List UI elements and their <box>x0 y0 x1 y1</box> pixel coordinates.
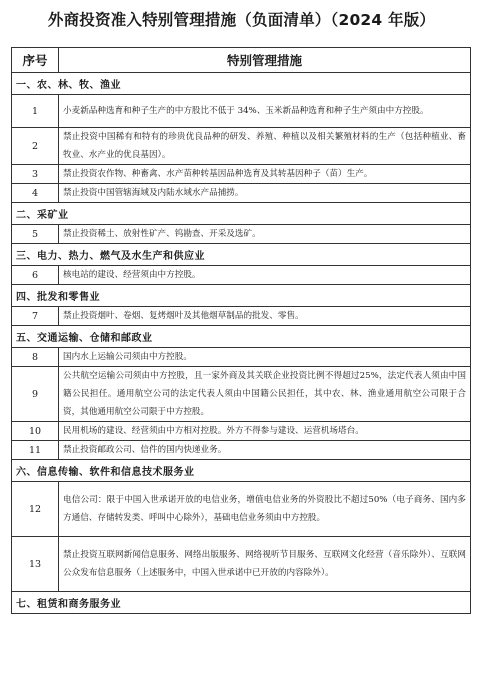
item-number: 9 <box>12 367 59 422</box>
measure-text: 禁止投资邮政公司、信件的国内快递业务。 <box>59 441 471 460</box>
table-row <box>12 165 471 184</box>
table-row <box>12 225 471 244</box>
item-number: 12 <box>12 482 59 537</box>
table-row <box>12 95 471 128</box>
item-number: 5 <box>12 225 59 244</box>
page-title: 外商投资准入特别管理措施（负面清单）（2024 年版） <box>47 11 436 29</box>
measure-text: 民用机场的建设、经营须由中方相对控股。外方不得参与建设、运营机场塔台。 <box>59 422 471 441</box>
measure-text: 小麦新品种选育和种子生产的中方股比不低于 34%、玉米新品种选育和种子生产须由中方控股。 <box>59 95 471 128</box>
table-row <box>12 266 471 285</box>
section-heading: 六、信息传输、软件和信息技术服务业 <box>12 460 471 482</box>
section-row <box>12 73 471 95</box>
section-row <box>12 326 471 348</box>
measure-text: 禁止投资互联网新闻信息服务、网络出版服务、网络视听节目服务、互联网文化经营（音乐除外）、互联网公众发布信息服务（上述服务中，中国入世承诺中已开放的内容除外）。 <box>59 537 471 592</box>
section-heading: 七、租赁和商务服务业 <box>12 592 471 614</box>
section-heading: 三、电力、热力、燃气及水生产和供应业 <box>12 244 471 266</box>
measure-text: 禁止投资稀土、放射性矿产、钨勘查、开采及选矿。 <box>59 225 471 244</box>
table-row <box>12 367 471 422</box>
item-number: 11 <box>12 441 59 460</box>
table-row <box>12 307 471 326</box>
header-serial-number: 序号 <box>12 48 59 73</box>
section-row <box>12 285 471 307</box>
section-heading: 一、农、林、牧、渔业 <box>12 73 471 95</box>
item-number: 4 <box>12 184 59 203</box>
table-header-row <box>12 48 471 73</box>
measure-text: 国内水上运输公司须由中方控股。 <box>59 348 471 367</box>
measure-text: 公共航空运输公司须由中方控股，且一家外商及其关联企业投资比例不得超过25%，法定代表人须由中国籍公民担任。通用航空公司的法定代表人须由中国籍公民担任，其中农、林、渔业通用航空公司限于合资，其他通用航空公司限于中方控股。 <box>59 367 471 422</box>
item-number: 2 <box>12 128 59 165</box>
table-row <box>12 128 471 165</box>
section-heading: 二、采矿业 <box>12 203 471 225</box>
measure-text: 禁止投资中国稀有和特有的珍贵优良品种的研发、养殖、种植以及相关繁殖材料的生产（包括种植业、畜牧业、水产业的优良基因）。 <box>59 128 471 165</box>
section-row <box>12 592 471 614</box>
header-special-measures: 特别管理措施 <box>59 48 471 73</box>
measure-text: 禁止投资农作物、种畜禽、水产苗种转基因品种选育及其转基因种子（苗）生产。 <box>59 165 471 184</box>
table-body <box>12 73 471 614</box>
table-row <box>12 184 471 203</box>
measure-text: 禁止投资烟叶、卷烟、复烤烟叶及其他烟草制品的批发、零售。 <box>59 307 471 326</box>
table-row <box>12 348 471 367</box>
item-number: 13 <box>12 537 59 592</box>
section-row <box>12 460 471 482</box>
item-number: 8 <box>12 348 59 367</box>
section-row <box>12 203 471 225</box>
item-number: 6 <box>12 266 59 285</box>
table-row <box>12 422 471 441</box>
measure-text: 禁止投资中国管辖海域及内陆水域水产品捕捞。 <box>59 184 471 203</box>
measure-text: 核电站的建设、经营须由中方控股。 <box>59 266 471 285</box>
table-row <box>12 537 471 592</box>
section-heading: 四、批发和零售业 <box>12 285 471 307</box>
measure-text: 电信公司：限于中国入世承诺开放的电信业务，增值电信业务的外资股比不超过50%（电子商务、国内多方通信、存储转发类、呼叫中心除外），基础电信业务须由中方控股。 <box>59 482 471 537</box>
table-row <box>12 482 471 537</box>
negative-list-table <box>11 47 471 614</box>
section-row <box>12 244 471 266</box>
item-number: 10 <box>12 422 59 441</box>
item-number: 7 <box>12 307 59 326</box>
item-number: 1 <box>12 95 59 128</box>
table-row <box>12 441 471 460</box>
item-number: 3 <box>12 165 59 184</box>
section-heading: 五、交通运输、仓储和邮政业 <box>12 326 471 348</box>
